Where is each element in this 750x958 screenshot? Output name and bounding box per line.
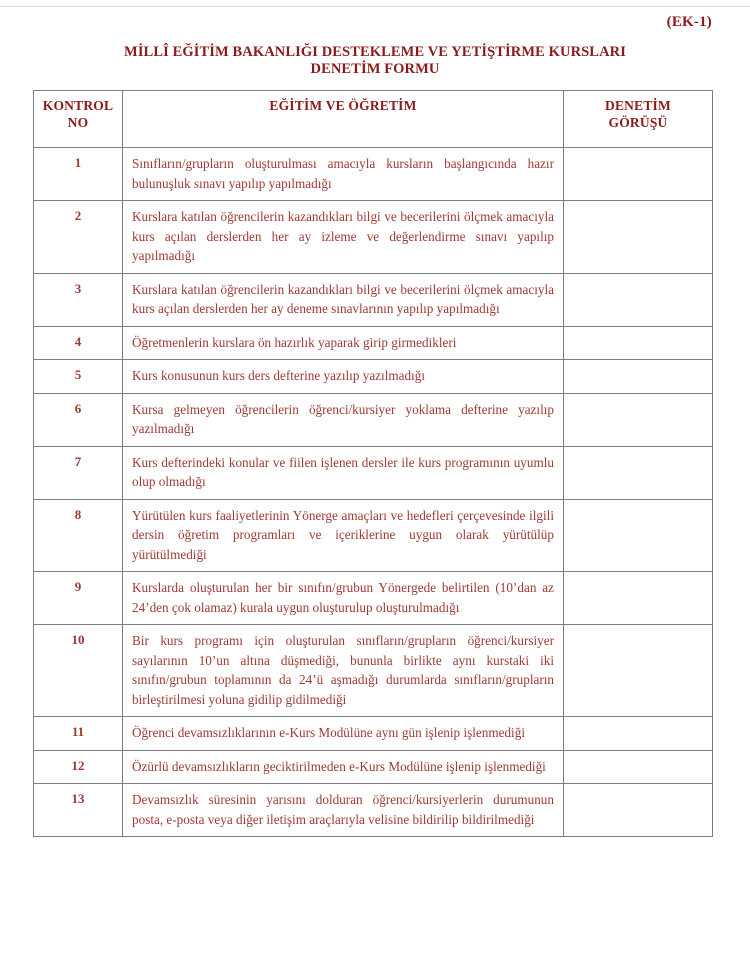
row-opinion-field[interactable]: [564, 393, 713, 446]
row-opinion-field[interactable]: [564, 273, 713, 326]
row-item-text: Kurs defterindeki konular ve fiilen işlenen dersler ile kurs programının uyumlu olup olmadığı: [123, 446, 564, 499]
row-item-text: Kurs konusunun kurs ders defterine yazılıp yazılmadığı: [123, 360, 564, 394]
row-opinion-field[interactable]: [564, 717, 713, 751]
table-row: [34, 750, 713, 784]
table-row: [34, 273, 713, 326]
table-row: [34, 499, 713, 572]
row-number: 1: [34, 148, 123, 201]
row-item-text: Kursa gelmeyen öğrencilerin öğrenci/kursiyer yoklama defterine yazılıp yazılmadığı: [123, 393, 564, 446]
row-item-text: Öğrenci devamsızlıklarının e-Kurs Modülüne aynı gün işlenip işlenmediği: [123, 717, 564, 751]
table-row: [34, 446, 713, 499]
row-number: 2: [34, 201, 123, 274]
row-opinion-field[interactable]: [564, 326, 713, 360]
table-row: [34, 393, 713, 446]
table-row: [34, 326, 713, 360]
row-opinion-field[interactable]: [564, 499, 713, 572]
column-header-control-no-line-2: NO: [67, 115, 89, 130]
row-item-text: Kurslarda oluşturulan her bir sınıfın/grubun Yönergede belirtilen (10’dan az 24’den çok olamaz) kurala uygun oluşturulup oluşturulmadığı: [123, 572, 564, 625]
row-number: 7: [34, 446, 123, 499]
row-item-text: Özürlü devamsızlıkların geciktirilmeden e-Kurs Modülüne işlenip işlenmediği: [123, 750, 564, 784]
table-row: [34, 360, 713, 394]
annex-label: (EK-1): [666, 14, 712, 30]
row-number: 11: [34, 717, 123, 751]
table-row: [34, 784, 713, 837]
row-item-text: Kurslara katılan öğrencilerin kazandıkları bilgi ve becerilerini ölçmek amacıyla kurs açılan derslerden her ay deneme sınavlarının yapılıp yapılmadığı: [123, 273, 564, 326]
table-row: [34, 572, 713, 625]
row-opinion-field[interactable]: [564, 446, 713, 499]
row-opinion-field[interactable]: [564, 148, 713, 201]
table-row: [34, 201, 713, 274]
row-opinion-field[interactable]: [564, 625, 713, 717]
page-title: [0, 44, 750, 78]
column-header-control-no: [34, 91, 123, 148]
row-number: 8: [34, 499, 123, 572]
row-number: 4: [34, 326, 123, 360]
row-number: 9: [34, 572, 123, 625]
column-header-opinion: [564, 91, 713, 148]
row-opinion-field[interactable]: [564, 201, 713, 274]
page-top-rule: [0, 6, 750, 7]
row-number: 6: [34, 393, 123, 446]
row-number: 12: [34, 750, 123, 784]
column-header-opinion-line-1: DENETİM: [605, 98, 671, 113]
row-item-text: Öğretmenlerin kurslara ön hazırlık yaparak girip girmedikleri: [123, 326, 564, 360]
column-header-control-no-line-1: KONTROL: [42, 98, 114, 113]
inspection-form-table: [33, 90, 713, 837]
row-item-text: Kurslara katılan öğrencilerin kazandıkları bilgi ve becerilerini ölçmek amacıyla kurs açılan derslerden her ay izleme ve değerlendirme sınavı yapılıp yapılmadığı: [123, 201, 564, 274]
page-title-line-1: MİLLÎ EĞİTİM BAKANLIĞI DESTEKLEME VE YETİŞTİRME KURSLARI: [124, 44, 626, 60]
row-number: 10: [34, 625, 123, 717]
column-header-subject-label: EĞİTİM VE ÖĞRETİM: [269, 98, 417, 113]
page-title-line-2: DENETİM FORMU: [310, 61, 440, 77]
row-item-text: Bir kurs programı için oluşturulan sınıfların/grupların öğrenci/kursiyer sayılarının 10’un altına düşmediği, bununla birlikte aynı kurstaki iki sınıfın/grubun toplamının da 24’ü aşmadığı durumlarda sınıfların/grupların birleştirilmesi yoluna gidilip gidilmediği: [123, 625, 564, 717]
table-body: [34, 91, 713, 837]
row-item-text: Sınıfların/grupların oluşturulması amacıyla kursların başlangıcında hazır bulunuşluk sınavı yapılıp yapılmadığı: [123, 148, 564, 201]
row-number: 3: [34, 273, 123, 326]
row-number: 5: [34, 360, 123, 394]
row-opinion-field[interactable]: [564, 360, 713, 394]
row-item-text: Yürütülen kurs faaliyetlerinin Yönerge amaçları ve hedefleri çerçevesinde ilgili dersin öğretim programları ve içeriklerine uygun olarak yürütülüp yürütülmediği: [123, 499, 564, 572]
row-opinion-field[interactable]: [564, 572, 713, 625]
table-row: [34, 148, 713, 201]
row-number: 13: [34, 784, 123, 837]
column-header-opinion-line-2: GÖRÜŞÜ: [608, 115, 668, 130]
row-opinion-field[interactable]: [564, 750, 713, 784]
row-opinion-field[interactable]: [564, 784, 713, 837]
row-item-text: Devamsızlık süresinin yarısını dolduran öğrenci/kursiyerlerin durumunun posta, e-posta veya diğer iletişim araçlarıyla velisine bildirilip bildirilmediği: [123, 784, 564, 837]
table-row: [34, 625, 713, 717]
column-header-subject: [123, 91, 564, 148]
table-row: [34, 717, 713, 751]
table-header-row: [34, 91, 713, 148]
